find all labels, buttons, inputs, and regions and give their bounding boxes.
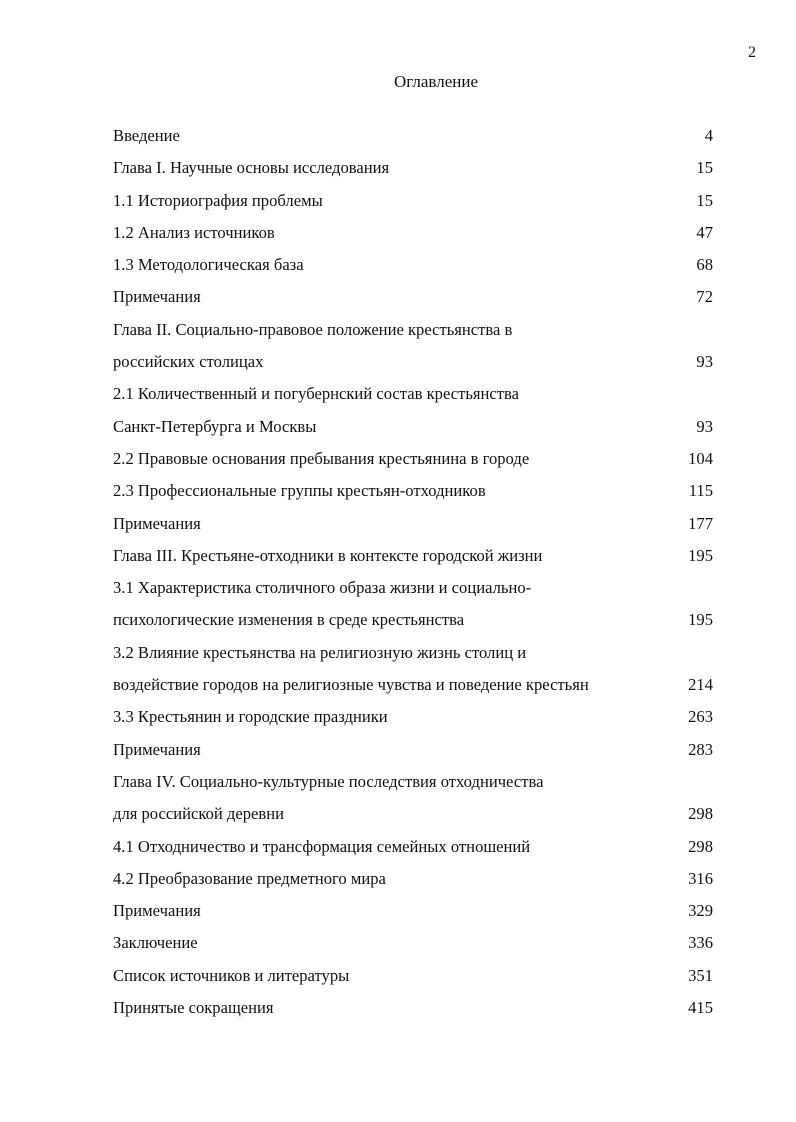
toc-entry-page-number: 72 [696, 287, 713, 307]
toc-entry-page-number: 195 [688, 545, 713, 565]
toc-entry-title-line: Введение [113, 126, 180, 145]
toc-entry-title-line: Примечания [113, 513, 201, 533]
toc-entry [113, 831, 713, 863]
toc-entry-title-line: 2.1 Количественный и погубернский состав крестьянства [113, 384, 520, 404]
toc-entry [113, 281, 713, 313]
table-of-contents [113, 120, 713, 1024]
toc-entry-title-line: 3.1 Характеристика столичного образа жизни и социально- [113, 578, 532, 598]
toc-entry [113, 637, 713, 702]
toc-entry [113, 927, 713, 959]
toc-entry-page-number: 336 [688, 933, 713, 953]
toc-entry-title-line: Санкт-Петербурга и Москвы [113, 416, 317, 436]
toc-entry [113, 217, 713, 249]
toc-entry-title-line: 3.2 Влияние крестьянства на религиозную жизнь столиц и [113, 642, 527, 662]
toc-entry-page-number: 93 [696, 416, 713, 436]
page-title: Оглавление [394, 72, 478, 91]
toc-entry-page-number: 15 [696, 158, 713, 178]
toc-entry [113, 540, 713, 572]
toc-entry [113, 701, 713, 733]
toc-entry-title-line: 4.2 Преобразование предметного мира [113, 868, 386, 888]
toc-entry [113, 314, 713, 379]
toc-entry-title-line: Заключение [113, 933, 198, 953]
toc-entry [113, 378, 713, 443]
toc-entry-page-number: 298 [688, 804, 713, 824]
toc-entry-title-line: Принятые сокращения [113, 998, 274, 1018]
toc-entry-page-number: 263 [688, 707, 713, 727]
toc-entry [113, 766, 713, 831]
toc-entry-page-number: 115 [688, 481, 713, 501]
toc-entry-title-line: воздействие городов на религиозные чувства и поведение крестьян [113, 675, 589, 695]
toc-entry-page-number: 68 [696, 255, 713, 275]
toc-entry-title-line: 2.3 Профессиональные группы крестьян-отходников [113, 481, 486, 501]
toc-entry-page-number: 214 [688, 675, 713, 695]
toc-entry-page-number: 415 [688, 998, 713, 1018]
toc-entry-title-line: Глава III. Крестьяне-отходники в контексте городской жизни [113, 545, 543, 565]
toc-entry-title-line: 4.1 Отходничество и трансформация семейных отношений [113, 836, 531, 856]
toc-entry-title-line: Глава I. Научные основы исследования [113, 158, 390, 178]
toc-entry-title-line: Примечания [113, 901, 201, 921]
toc-entry-title-line: российских столицах [113, 352, 264, 372]
toc-entry-title-line: психологические изменения в среде крестьянства [113, 610, 465, 630]
toc-entry-page-number: 177 [688, 513, 713, 533]
toc-entry-page-number: 15 [696, 190, 713, 210]
toc-entry-title-line: 1.2 Анализ источников [113, 222, 275, 242]
toc-entry-page-number: 329 [688, 901, 713, 921]
toc-entry-title-line: Глава IV. Социально-культурные последствия отходничества [113, 771, 544, 791]
toc-entry [113, 475, 713, 507]
toc-entry-page-number: 298 [688, 836, 713, 856]
toc-entry-title-line: 3.3 Крестьянин и городские праздники [113, 707, 388, 727]
toc-entry-page-number: 195 [688, 610, 713, 630]
toc-entry-title-line: 1.1 Историография проблемы [113, 190, 323, 210]
toc-entry-page-number: 351 [688, 965, 713, 985]
page-number: 2 [748, 44, 756, 61]
toc-entry-page-number: 4 [704, 126, 713, 145]
toc-entry [113, 443, 713, 475]
toc-entry [113, 895, 713, 927]
toc-entry [113, 863, 713, 895]
toc-entry [113, 185, 713, 217]
toc-entry-page-number: 283 [688, 739, 713, 759]
toc-entry [113, 960, 713, 992]
toc-entry-title-line: 1.3 Методологическая база [113, 255, 304, 275]
toc-entry-title-line: Примечания [113, 739, 201, 759]
toc-entry [113, 508, 713, 540]
toc-entry-title-line: 2.2 Правовые основания пребывания крестьянина в городе [113, 448, 530, 468]
toc-entry-title-line: Глава II. Социально-правовое положение крестьянства в [113, 319, 513, 339]
toc-entry-page-number: 93 [696, 352, 713, 372]
toc-entry-title-line: Список источников и литературы [113, 965, 350, 985]
toc-entry [113, 992, 713, 1024]
toc-entry [113, 572, 713, 637]
toc-entry-page-number: 47 [696, 222, 713, 242]
toc-entry-page-number: 316 [688, 868, 713, 888]
toc-entry [113, 120, 713, 152]
toc-entry [113, 734, 713, 766]
toc-entry-page-number: 104 [688, 448, 713, 468]
toc-entry-title-line: Примечания [113, 287, 201, 307]
toc-entry [113, 152, 713, 184]
toc-entry [113, 249, 713, 281]
toc-entry-title-line: для российской деревни [113, 804, 284, 824]
